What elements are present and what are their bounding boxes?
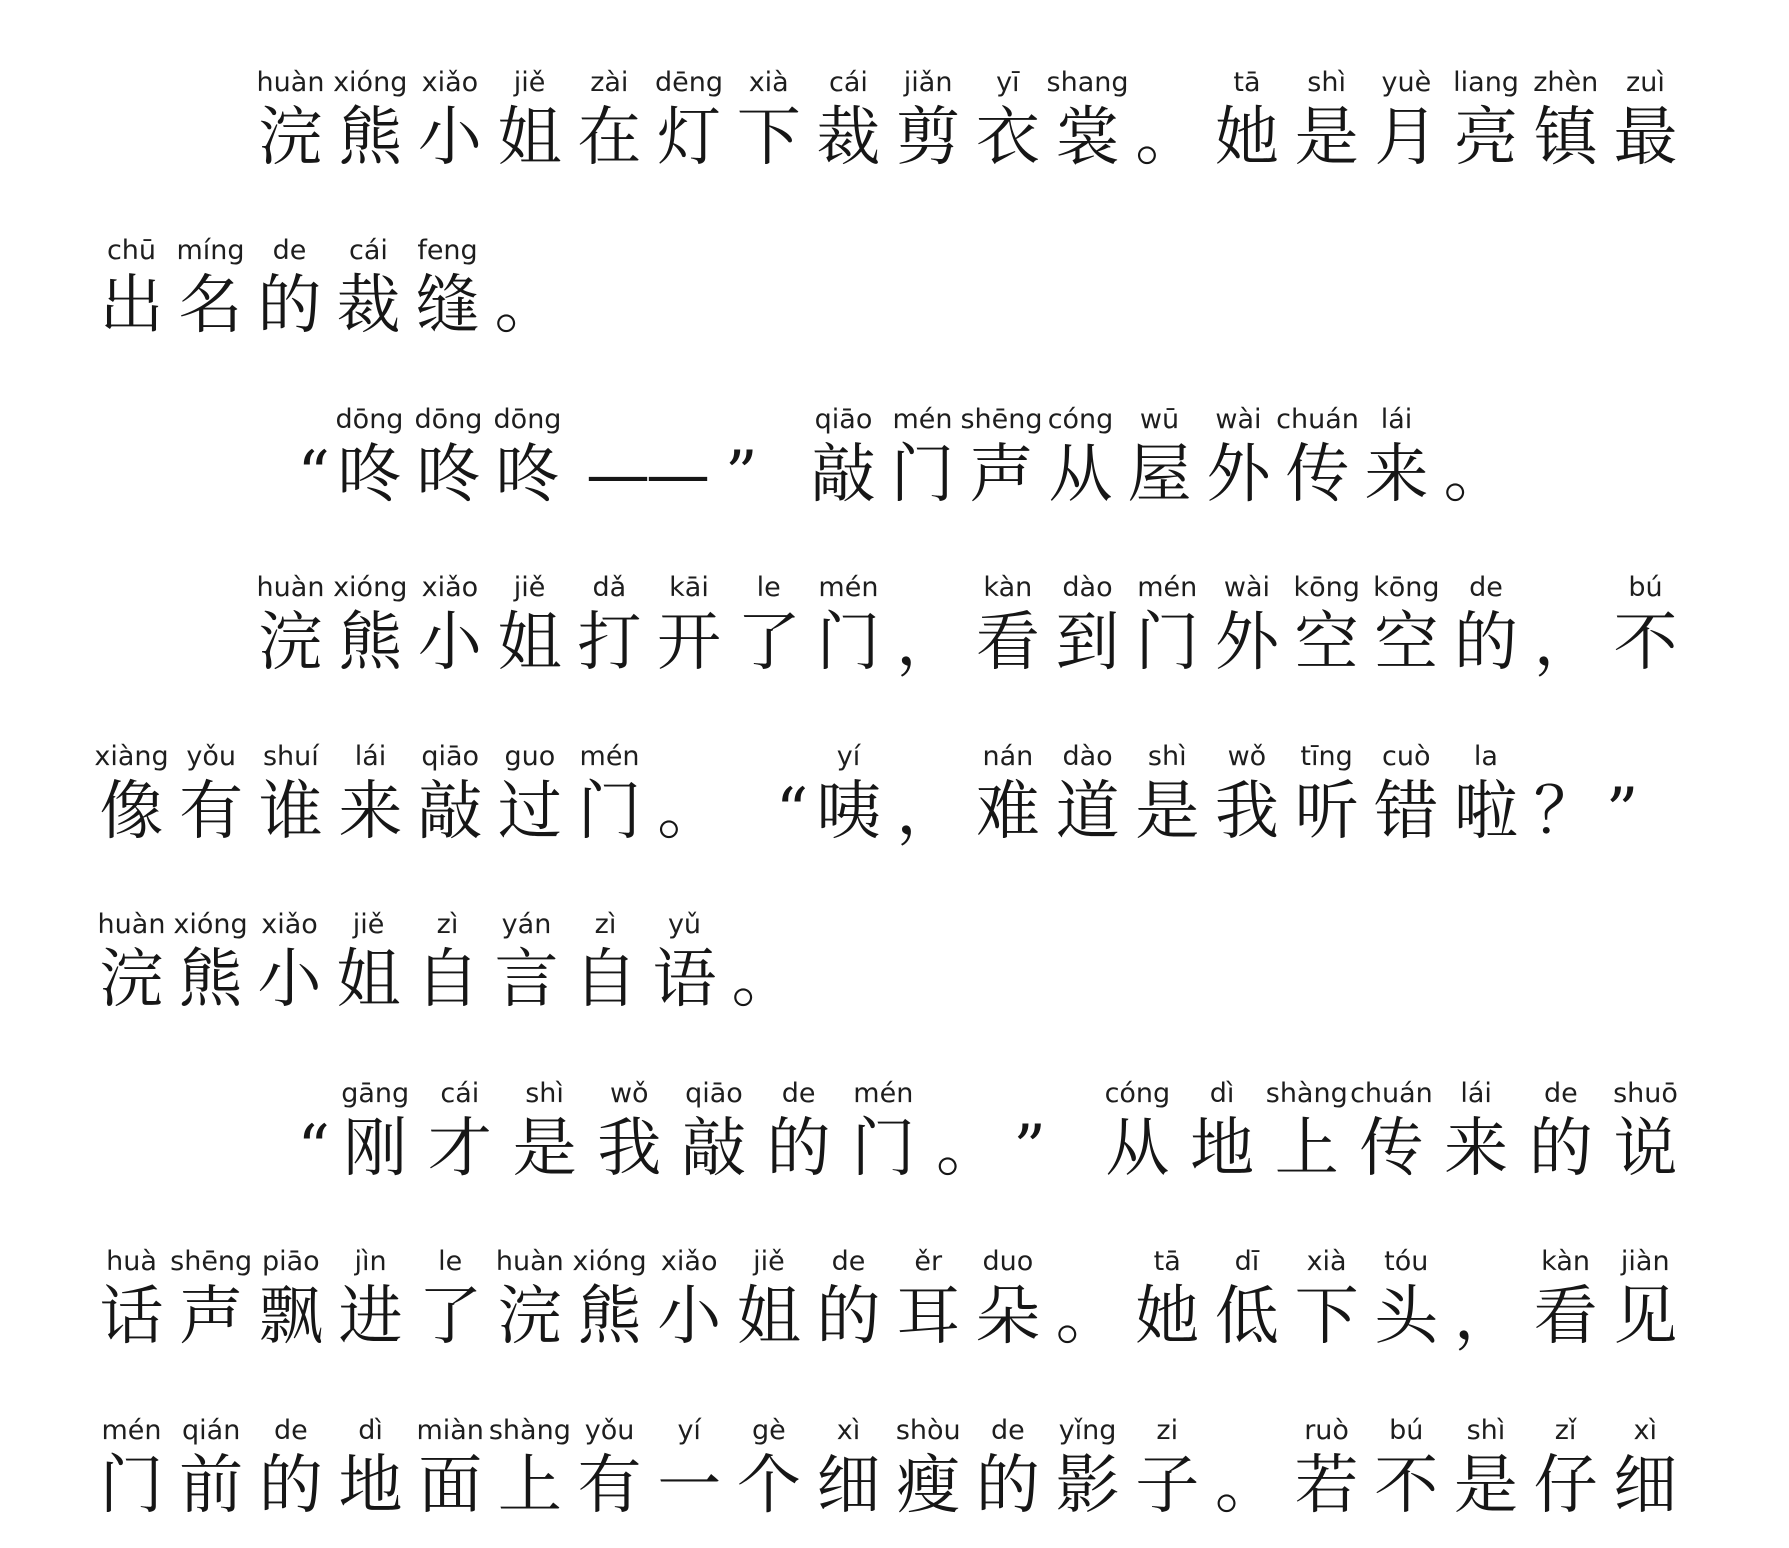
pinyin: qiāo — [814, 404, 873, 435]
hanzi: 谁 — [258, 775, 323, 849]
pinyin: lái — [1460, 1078, 1492, 1109]
hanzi: 一 — [657, 1449, 722, 1523]
pinyin: jiě — [513, 572, 546, 603]
punctuation: ， — [1453, 1280, 1518, 1354]
pinyin: ruò — [1304, 1415, 1349, 1446]
hanzi: 影 — [1055, 1449, 1120, 1523]
hanzi: 空 — [1294, 606, 1359, 680]
pinyin: tā — [1233, 67, 1261, 98]
hanzi: 的 — [1454, 606, 1519, 680]
hanzi: 门 — [577, 775, 642, 849]
hanzi: 言 — [494, 943, 559, 1017]
hanzi: 月 — [1374, 101, 1439, 175]
pinyin: huàn — [256, 67, 325, 98]
hanzi: 门 — [816, 606, 881, 680]
pinyin: qiāo — [685, 1078, 743, 1109]
pinyin: xiǎo — [660, 1246, 718, 1277]
pinyin: huàn — [256, 572, 325, 603]
pinyin: yǒu — [584, 1415, 635, 1446]
pinyin: qiāo — [421, 741, 480, 772]
pinyin: mén — [892, 404, 953, 435]
pinyin: huàn — [97, 909, 166, 940]
hanzi: 下 — [736, 101, 801, 175]
pinyin: chuán — [1276, 404, 1359, 435]
pinyin: shang — [1046, 67, 1129, 98]
pinyin: dōng — [414, 404, 483, 435]
hanzi: 仔 — [1533, 1449, 1598, 1523]
pinyin: dì — [358, 1415, 383, 1446]
pinyin: wǒ — [609, 1078, 649, 1109]
hanzi: 上 — [1274, 1112, 1339, 1186]
hanzi: 见 — [1613, 1280, 1678, 1354]
pinyin: cóng — [1104, 1078, 1171, 1109]
pinyin: xiǎo — [261, 909, 318, 940]
pinyin: yí — [677, 1415, 701, 1446]
hanzi: 有 — [577, 1449, 642, 1523]
pinyin: yǒu — [186, 741, 236, 772]
hanzi: 是 — [1294, 101, 1359, 175]
pinyin: miàn — [416, 1415, 484, 1446]
character-cell — [1606, 1410, 1685, 1528]
pinyin: de — [1469, 572, 1503, 603]
pinyin: shì — [1307, 67, 1346, 98]
hanzi: 裁 — [336, 269, 401, 343]
text-line — [251, 567, 1685, 685]
punctuation: ” — [1013, 1112, 1046, 1186]
punct-cell — [724, 904, 803, 1022]
hanzi: 错 — [1374, 775, 1439, 849]
text-line — [251, 1073, 1685, 1191]
pinyin: mén — [579, 741, 640, 772]
punctuation: 。 — [1055, 1280, 1120, 1354]
pinyin: zi — [1156, 1415, 1179, 1446]
pinyin: wū — [1139, 404, 1180, 435]
hanzi: 敲 — [811, 438, 876, 512]
pinyin: guo — [504, 741, 556, 772]
pinyin: chū — [106, 235, 157, 266]
hanzi: 她 — [1214, 101, 1279, 175]
hanzi: 传 — [1285, 438, 1350, 512]
hanzi: 子 — [1135, 1449, 1200, 1523]
pinyin: dǎ — [592, 572, 627, 603]
pinyin: cái — [440, 1078, 480, 1109]
pinyin: xià — [748, 67, 789, 98]
pinyin: ěr — [914, 1246, 943, 1277]
pinyin: bú — [1389, 1415, 1424, 1446]
pinyin: jìn — [354, 1246, 387, 1277]
pinyin: le — [438, 1246, 463, 1277]
hanzi: 亮 — [1454, 101, 1519, 175]
pinyin: la — [1473, 741, 1498, 772]
hanzi: 我 — [597, 1112, 662, 1186]
text-line — [92, 904, 1685, 1022]
hanzi: 头 — [1374, 1280, 1439, 1354]
hanzi: 声 — [969, 438, 1034, 512]
hanzi: 门 — [890, 438, 955, 512]
pinyin: kāi — [669, 572, 709, 603]
hanzi: 声 — [179, 1280, 244, 1354]
hanzi: 是 — [512, 1112, 577, 1186]
hanzi: 自 — [573, 943, 638, 1017]
hanzi: 刚 — [343, 1112, 408, 1186]
pinyin: wài — [1223, 572, 1270, 603]
hanzi: 过 — [497, 775, 562, 849]
pinyin: shēng — [960, 404, 1043, 435]
hanzi: 浣 — [497, 1280, 562, 1354]
hanzi: 才 — [427, 1112, 492, 1186]
hanzi: 裁 — [816, 101, 881, 175]
hanzi: 进 — [338, 1280, 403, 1354]
hanzi: 缝 — [415, 269, 480, 343]
hanzi: 是 — [1453, 1449, 1518, 1523]
hanzi: 最 — [1613, 101, 1678, 175]
hanzi: 地 — [1190, 1112, 1255, 1186]
hanzi: 不 — [1613, 606, 1678, 680]
pinyin: zǐ — [1554, 1415, 1577, 1446]
pinyin: xióng — [333, 67, 408, 98]
pinyin: kàn — [1541, 1246, 1590, 1277]
punctuation: ， — [896, 775, 961, 849]
pinyin — [467, 230, 586, 272]
hanzi: 灯 — [657, 101, 722, 175]
pinyin: mén — [818, 572, 879, 603]
hanzi: 的 — [258, 1449, 323, 1523]
hanzi: 镇 — [1533, 101, 1598, 175]
pinyin: xióng — [173, 909, 248, 940]
punctuation: “ — [297, 438, 330, 512]
pinyin: zhèn — [1533, 67, 1599, 98]
hanzi: 浣 — [258, 606, 323, 680]
hanzi: 耳 — [896, 1280, 961, 1354]
hanzi: 的 — [816, 1280, 881, 1354]
pinyin — [704, 904, 823, 946]
hanzi: 咚 — [495, 438, 560, 512]
character-cell — [1606, 1241, 1685, 1359]
pinyin: shuí — [262, 741, 319, 772]
pinyin: shuō — [1613, 1078, 1678, 1109]
pinyin: tā — [1153, 1246, 1181, 1277]
hanzi: 出 — [99, 269, 164, 343]
punct-cell — [1436, 399, 1515, 517]
hanzi: 咚 — [337, 438, 402, 512]
hanzi: 说 — [1613, 1112, 1678, 1186]
hanzi: 小 — [257, 943, 322, 1017]
pinyin: cuò — [1382, 741, 1431, 772]
pinyin: jiě — [352, 909, 385, 940]
hanzi: 姐 — [497, 606, 562, 680]
hanzi: 熊 — [338, 606, 403, 680]
hanzi: 到 — [1055, 606, 1120, 680]
pinyin: yí — [836, 741, 861, 772]
pinyin: cái — [349, 235, 388, 266]
punctuation: ” — [1605, 775, 1639, 849]
punctuation: “ — [775, 775, 809, 849]
hanzi: 语 — [652, 943, 717, 1017]
hanzi: 剪 — [896, 101, 961, 175]
punctuation: 。 — [657, 775, 722, 849]
hanzi: 前 — [179, 1449, 244, 1523]
punctuation: ” — [725, 438, 758, 512]
pinyin: xì — [1633, 1415, 1657, 1446]
hanzi: 屋 — [1127, 438, 1192, 512]
hanzi: 门 — [99, 1449, 164, 1523]
pinyin — [1416, 399, 1535, 441]
pinyin: lái — [1380, 404, 1413, 435]
punctuation: 。 — [494, 269, 559, 343]
hanzi: 像 — [99, 775, 164, 849]
hanzi: 下 — [1294, 1280, 1359, 1354]
hanzi: 自 — [415, 943, 480, 1017]
hanzi: 敲 — [681, 1112, 746, 1186]
text-line — [92, 736, 1685, 854]
pinyin: dì — [1209, 1078, 1235, 1109]
hanzi: 衣 — [975, 101, 1040, 175]
pinyin: feng — [417, 235, 478, 266]
pinyin: de — [273, 1415, 308, 1446]
character-cell — [1606, 1073, 1685, 1191]
pinyin: xiǎo — [421, 67, 479, 98]
hanzi: 话 — [99, 1280, 164, 1354]
pinyin: shì — [1147, 741, 1187, 772]
pinyin: jiàn — [1620, 1246, 1670, 1277]
hanzi: 从 — [1048, 438, 1113, 512]
pinyin: de — [831, 1246, 866, 1277]
pinyin: duo — [982, 1246, 1034, 1277]
hanzi: 小 — [417, 606, 482, 680]
hanzi: 空 — [1374, 606, 1439, 680]
hanzi: 面 — [418, 1449, 483, 1523]
pinyin: shì — [525, 1078, 564, 1109]
hanzi: 名 — [178, 269, 243, 343]
pinyin: jiě — [513, 67, 546, 98]
hanzi: 难 — [975, 775, 1040, 849]
pinyin: kōng — [1293, 572, 1360, 603]
pinyin: jiǎn — [903, 67, 953, 98]
pinyin: dào — [1062, 741, 1113, 772]
pinyin: míng — [176, 235, 245, 266]
hanzi: 熊 — [338, 101, 403, 175]
pinyin: tóu — [1384, 1246, 1429, 1277]
pinyin: shì — [1466, 1415, 1506, 1446]
pinyin: dōng — [493, 404, 562, 435]
pinyin: zuì — [1626, 67, 1665, 98]
hanzi: 敲 — [418, 775, 483, 849]
pinyin: xì — [836, 1415, 861, 1446]
pinyin: cóng — [1047, 404, 1114, 435]
pinyin: xióng — [572, 1246, 647, 1277]
pinyin: shàng — [488, 1415, 571, 1446]
pinyin: yǔ — [667, 909, 702, 940]
pinyin: gāng — [341, 1078, 410, 1109]
pinyin: dào — [1062, 572, 1113, 603]
hanzi: 细 — [1613, 1449, 1678, 1523]
punct-cell — [487, 230, 566, 348]
punctuation: 。 — [936, 1112, 1000, 1186]
hanzi: 熊 — [178, 943, 243, 1017]
pinyin: dī — [1234, 1246, 1260, 1277]
pinyin: shàng — [1265, 1078, 1348, 1109]
text-line — [251, 399, 1685, 517]
pinyin: de — [781, 1078, 816, 1109]
hanzi: 了 — [418, 1280, 483, 1354]
hanzi: 低 — [1214, 1280, 1279, 1354]
hanzi: 浣 — [99, 943, 164, 1017]
pinyin: liang — [1453, 67, 1519, 98]
pinyin — [1586, 736, 1705, 778]
pinyin: xiǎo — [421, 572, 479, 603]
pinyin: xiàng — [94, 741, 169, 772]
pinyin: wǒ — [1227, 741, 1267, 772]
pinyin: yǐng — [1058, 1415, 1117, 1446]
pinyin: huàn — [495, 1246, 564, 1277]
hanzi: 道 — [1055, 775, 1120, 849]
text-line — [92, 230, 1685, 348]
hanzi: 了 — [736, 606, 801, 680]
pinyin: qián — [182, 1415, 241, 1446]
hanzi: 地 — [338, 1449, 403, 1523]
pinyin: cái — [828, 67, 868, 98]
hanzi: 不 — [1374, 1449, 1439, 1523]
hanzi: 浣 — [258, 101, 323, 175]
hanzi: 小 — [657, 1280, 722, 1354]
hanzi: 外 — [1214, 606, 1279, 680]
punctuation: 。 — [731, 943, 796, 1017]
pinyin: xióng — [333, 572, 408, 603]
text-line — [92, 1410, 1685, 1528]
hanzi: 来 — [1364, 438, 1429, 512]
pinyin: tīng — [1300, 741, 1353, 772]
punctuation: 。 — [1214, 1449, 1279, 1523]
pinyin: le — [756, 572, 781, 603]
hanzi: 是 — [1135, 775, 1200, 849]
pinyin: gè — [752, 1415, 786, 1446]
pinyin: dēng — [655, 67, 724, 98]
dash-cell — [567, 399, 725, 517]
pinyin: chuán — [1350, 1078, 1433, 1109]
hanzi: 开 — [657, 606, 722, 680]
character-cell — [1606, 62, 1685, 180]
pinyin: mén — [853, 1078, 914, 1109]
hanzi: 上 — [497, 1449, 562, 1523]
hanzi: 啦 — [1453, 775, 1518, 849]
hanzi: 裳 — [1055, 101, 1120, 175]
pinyin: yán — [501, 909, 552, 940]
hanzi: 飘 — [258, 1280, 323, 1354]
hanzi: 看 — [1533, 1280, 1598, 1354]
pinyin: zài — [590, 67, 629, 98]
punctuation: “ — [297, 1112, 330, 1186]
pinyin: zì — [594, 909, 617, 940]
pinyin: piāo — [261, 1246, 320, 1277]
hanzi: 门 — [1135, 606, 1200, 680]
pinyin: kōng — [1373, 572, 1440, 603]
pinyin: wài — [1215, 404, 1262, 435]
hanzi: 瘦 — [896, 1449, 961, 1523]
hanzi: 熊 — [577, 1280, 642, 1354]
pinyin: de — [272, 235, 307, 266]
pinyin: xià — [1306, 1246, 1347, 1277]
hanzi: 的 — [766, 1112, 831, 1186]
hanzi: 外 — [1206, 438, 1271, 512]
hanzi: 她 — [1135, 1280, 1200, 1354]
pinyin: zì — [436, 909, 459, 940]
hanzi: 从 — [1105, 1112, 1170, 1186]
text-line — [92, 1241, 1685, 1359]
hanzi: 的 — [975, 1449, 1040, 1523]
punctuation: ， — [896, 606, 961, 680]
text-line — [251, 62, 1685, 180]
pinyin: yī — [996, 67, 1020, 98]
punctuation: 。 — [1443, 438, 1508, 512]
pinyin: mén — [1137, 572, 1198, 603]
pinyin: yuè — [1381, 67, 1432, 98]
pinyin: bú — [1628, 572, 1663, 603]
pinyin: shēng — [170, 1246, 253, 1277]
hanzi: 细 — [816, 1449, 881, 1523]
pinyin: jiě — [753, 1246, 785, 1277]
close-quote-cell — [1606, 736, 1685, 854]
hanzi: 个 — [736, 1449, 801, 1523]
pinyin: huà — [106, 1246, 157, 1277]
punctuation: —— — [586, 438, 706, 512]
hanzi: 来 — [1444, 1112, 1509, 1186]
punctuation: ， — [1533, 606, 1598, 680]
hanzi: 传 — [1359, 1112, 1424, 1186]
hanzi: 咚 — [416, 438, 481, 512]
hanzi: 门 — [851, 1112, 916, 1186]
pinyin: nán — [982, 741, 1034, 772]
punctuation: 。 — [1135, 101, 1200, 175]
hanzi: 看 — [975, 606, 1040, 680]
hanzi: 听 — [1294, 775, 1359, 849]
pinyin: mén — [101, 1415, 162, 1446]
pinyin: lái — [354, 741, 387, 772]
hanzi: 姐 — [336, 943, 401, 1017]
hanzi: 小 — [417, 101, 482, 175]
hanzi: 姐 — [736, 1280, 801, 1354]
hanzi: 若 — [1294, 1449, 1359, 1523]
hanzi: 姐 — [497, 101, 562, 175]
hanzi: 的 — [257, 269, 322, 343]
pinyin: de — [1543, 1078, 1578, 1109]
hanzi: 在 — [577, 101, 642, 175]
pinyin: kàn — [983, 572, 1033, 603]
pinyin: dōng — [335, 404, 404, 435]
pinyin: de — [991, 1415, 1025, 1446]
pinyin: shòu — [895, 1415, 961, 1446]
hanzi: 的 — [1528, 1112, 1593, 1186]
hanzi: 我 — [1214, 775, 1279, 849]
character-cell — [1606, 567, 1685, 685]
hanzi: 咦 — [816, 775, 881, 849]
punctuation: ？ — [1533, 775, 1598, 849]
hanzi: 朵 — [975, 1280, 1040, 1354]
hanzi: 有 — [179, 775, 244, 849]
hanzi: 打 — [577, 606, 642, 680]
hanzi: 来 — [338, 775, 403, 849]
